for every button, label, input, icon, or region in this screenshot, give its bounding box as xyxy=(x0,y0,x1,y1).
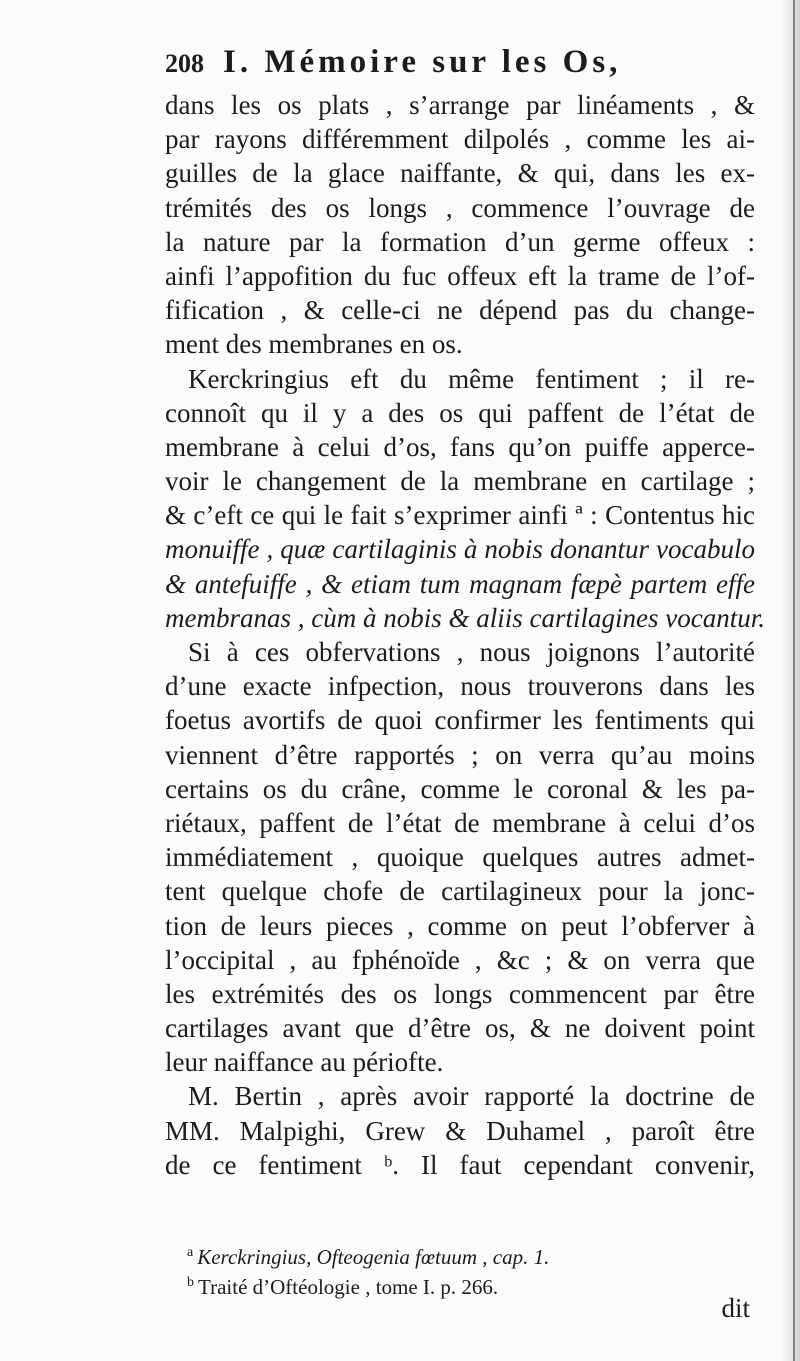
catchword: dit xyxy=(721,1293,750,1323)
latin-quote-line: membranas , cùm à nobis & aliis cartilagines vocantur. xyxy=(165,602,765,633)
latin-quote-line: & antefuiffe , & etiam tum magnam fæpè partem effe xyxy=(165,568,755,599)
footnote-b xyxy=(165,1270,755,1300)
text-line: guilles de la glace naiffante, & qui, dans les ex- xyxy=(165,158,755,189)
text-line: tent quelque chofe de cartilagineux pour la jonc- xyxy=(165,876,755,907)
footnote-mark: a xyxy=(187,1245,194,1260)
body-text xyxy=(165,88,765,1182)
text-line: ainfi l’appofition du fuc offeux eft la trame de l’of- xyxy=(165,260,755,291)
text-line: Kerckringius eft du même fentiment ; il re- xyxy=(188,363,755,394)
text-line: dans les os plats , s’arrange par linéaments , & xyxy=(165,90,755,120)
text-line: de ce fentiment ᵇ. Il faut cependant convenir, xyxy=(165,1149,755,1180)
text-line: trémités des os longs , commence l’ouvrage de xyxy=(165,192,755,223)
text-line: & c’eft ce qui le fait s’exprimer ainfi ª : Contentus hic xyxy=(165,500,755,531)
running-header xyxy=(165,44,725,84)
latin-quote-line: monuiffe , quæ cartilaginis à nobis donantur vocabulo xyxy=(165,534,755,565)
page-edge-line xyxy=(793,0,795,1361)
text-line: Si à ces obfervations , nous joignons l’autorité xyxy=(188,637,755,667)
chapter-title: I. Mémoire sur les Os, xyxy=(223,44,622,80)
text-line: d’une exacte infpection, nous trouverons dans les xyxy=(165,671,755,702)
text-line: la nature par la formation d’un germe offeux : xyxy=(165,226,755,257)
footnote-text: Kerckringius, Ofteogenia fœtuum , cap. 1. xyxy=(197,1245,550,1269)
page-number: 208 xyxy=(165,49,204,78)
text-line: ment des membranes en os. xyxy=(165,329,463,360)
text-line: cartilages avant que d’être os, & ne doivent point xyxy=(165,1013,755,1044)
text-line: foetus avortifs de quoi confirmer les fentiments qui xyxy=(165,705,755,736)
text-line: par rayons différemment dilpolés , comme les ai- xyxy=(165,124,755,155)
footnote-text: Traité d’Oftéologie , tome I. p. 266. xyxy=(198,1275,499,1299)
page-edge-shadow xyxy=(780,0,800,1361)
text-line: connoît qu il y a des os qui paffent de l’état de xyxy=(165,397,755,428)
text-line: voir le changement de la membrane en cartilage ; xyxy=(165,466,755,497)
text-line: membrane à celui d’os, fans qu’on puiffe apperce- xyxy=(165,431,755,462)
text-line: riétaux, paffent de l’état de membrane à celui d’os xyxy=(165,807,755,838)
text-line: fification , & celle-ci ne dépend pas du change- xyxy=(165,295,755,326)
footnote-a xyxy=(165,1240,755,1270)
footnotes xyxy=(165,1240,755,1300)
text-line: certains os du crâne, comme le coronal & les pa- xyxy=(165,773,755,804)
text-line: MM. Malpighi, Grew & Duhamel , paroît être xyxy=(165,1115,755,1146)
text-line: immédiatement , quoique quelques autres admet- xyxy=(165,842,755,873)
text-line: leur naiffance au périofte. xyxy=(165,1047,444,1078)
text-line: viennent d’être rapportés ; on verra qu’au moins xyxy=(165,739,755,770)
footnote-mark: b xyxy=(187,1275,194,1290)
text-line: tion de leurs pieces , comme on peut l’obferver à xyxy=(165,910,755,941)
text-line: l’occipital , au fphénoïde , &c ; & on verra que xyxy=(165,944,755,975)
text-line: les extrémités des os longs commencent par être xyxy=(165,978,755,1009)
text-line: M. Bertin , après avoir rapporté la doctrine de xyxy=(188,1081,755,1112)
